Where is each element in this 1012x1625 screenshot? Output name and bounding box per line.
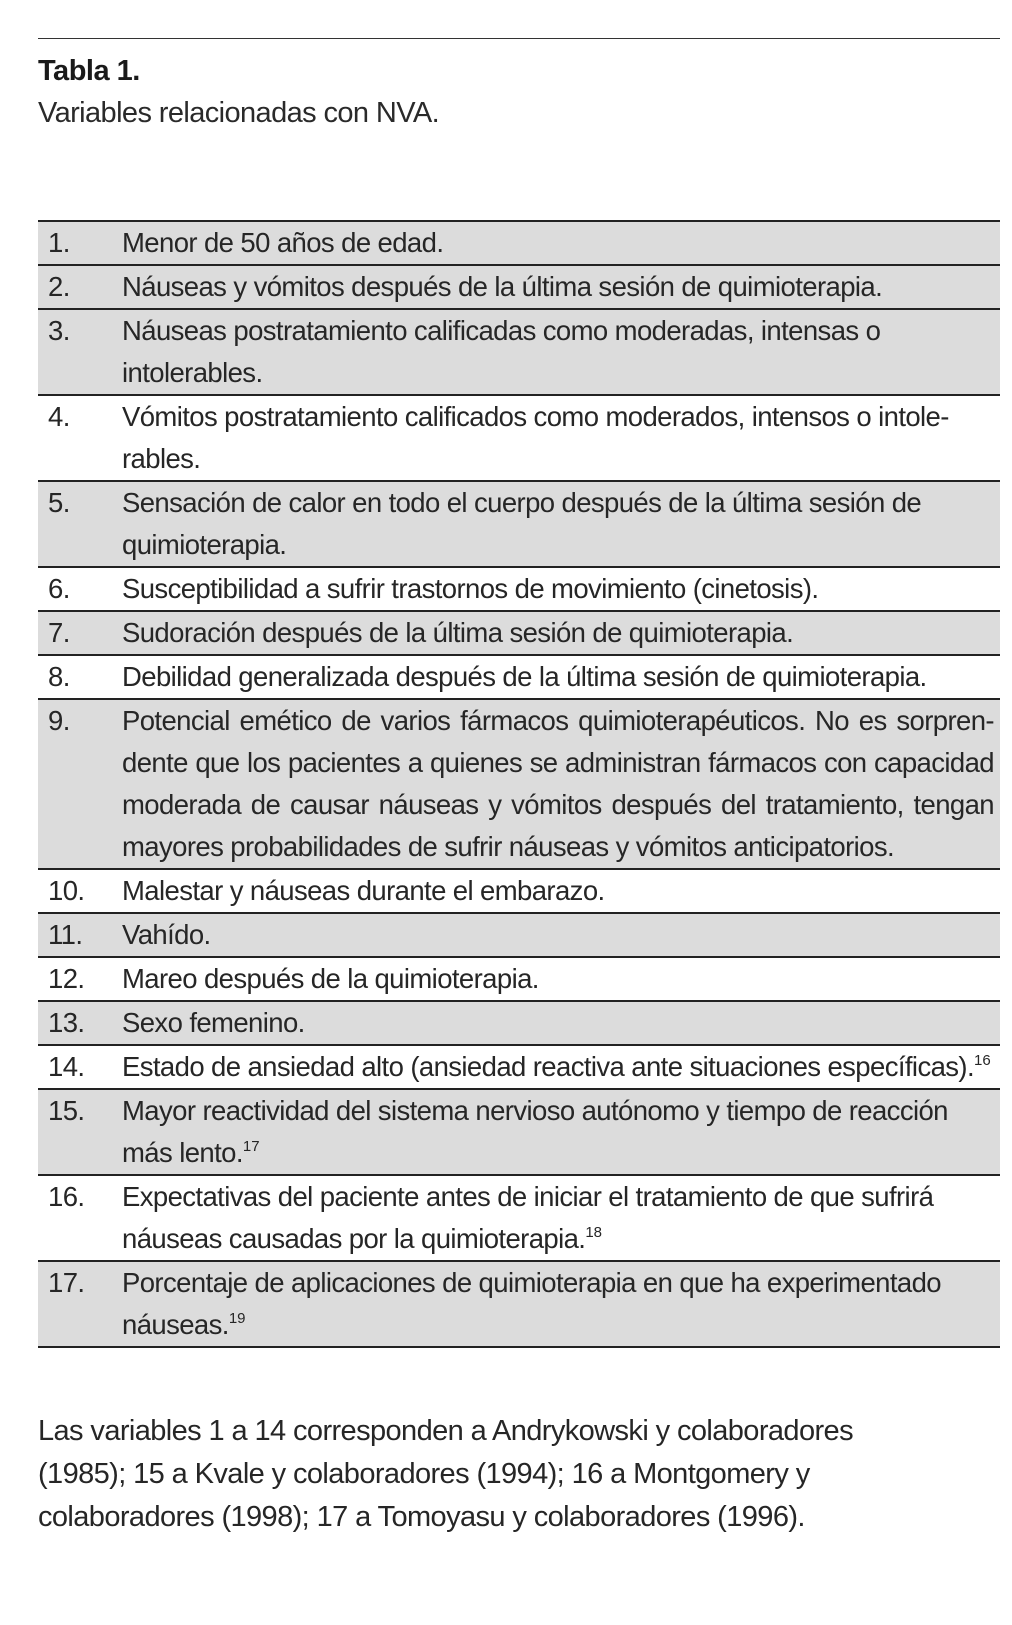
row-text: Menor de 50 años de edad. xyxy=(122,227,444,258)
table-row xyxy=(38,1090,1000,1176)
top-rule xyxy=(38,38,1000,39)
row-number: 2. xyxy=(48,271,70,302)
reference-superscript: 16 xyxy=(974,1052,991,1069)
row-number: 10. xyxy=(48,875,85,906)
table-row xyxy=(38,870,1000,914)
row-number: 7. xyxy=(48,617,70,648)
table-row xyxy=(38,1176,1000,1262)
row-text: Porcentaje de aplicaciones de quimioterapia en que ha experimentado náuseas.$^{19}$ xyxy=(122,1267,941,1340)
variables-table xyxy=(38,220,1000,1348)
table-row xyxy=(38,482,1000,568)
table-row xyxy=(38,612,1000,656)
row-number: 12. xyxy=(48,963,85,994)
row-text: Sensación de calor en todo el cuerpo después de la última sesión de quimioterapia. xyxy=(122,487,922,560)
reference-superscript: 17 xyxy=(242,1138,260,1155)
table-row xyxy=(38,222,1000,266)
row-number: 6. xyxy=(48,573,70,604)
table-row xyxy=(38,700,1000,870)
row-number: 4. xyxy=(48,401,70,432)
table-row xyxy=(38,1002,1000,1046)
table-row xyxy=(38,958,1000,1002)
row-text: Mayor reactividad del sistema nervioso autónomo y tiempo de reacción más lento.$^{17}$ xyxy=(122,1095,948,1168)
row-text: Náuseas y vómitos después de la última sesión de quimioterapia. xyxy=(122,271,883,302)
row-number: 1. xyxy=(48,227,70,258)
row-text: Vómitos postratamiento calificados como moderados, intensos o intole-rables. xyxy=(122,401,949,474)
table-row xyxy=(38,310,1000,396)
table-caption-subtitle: Variables relacionadas con NVA. xyxy=(38,97,440,129)
reference-superscript: 18 xyxy=(585,1224,603,1241)
row-text: Náuseas postratamiento calificadas como moderadas, intensas o intolerables. xyxy=(122,315,881,388)
row-number: 17. xyxy=(48,1267,85,1298)
row-number: 3. xyxy=(48,315,70,346)
table-row xyxy=(38,266,1000,310)
row-number: 14. xyxy=(48,1051,85,1082)
table-row xyxy=(38,656,1000,700)
table-caption-title: Tabla 1. xyxy=(38,55,140,87)
row-number: 16. xyxy=(48,1181,85,1212)
row-text: Estado de ansiedad alto (ansiedad reactiva ante situaciones específicas).$^{16}$ xyxy=(122,1051,991,1082)
row-text: Malestar y náuseas durante el embarazo. xyxy=(122,875,605,906)
row-text: Mareo después de la quimioterapia. xyxy=(122,963,539,994)
reference-superscript: 19 xyxy=(228,1310,246,1327)
row-text: Expectativas del paciente antes de iniciar el tratamiento de que sufrirá náuseas causadas por la quimioterapia.$^{18}$ xyxy=(122,1181,934,1254)
table-row xyxy=(38,1046,1000,1090)
row-number: 11. xyxy=(48,919,83,950)
row-text: Debilidad generalizada después de la última sesión de quimioterapia. xyxy=(122,661,927,692)
row-number: 15. xyxy=(48,1095,85,1126)
row-number: 8. xyxy=(48,661,70,692)
row-text: Potencial emético de varios fármacos quimioterapéuticos. No es sorpren-dente que los pacientes a quienes se administran fármacos con capacidad moderada de causar náuseas y vómitos después del tratamiento, tengan mayores probabilidades de sufrir náuseas y vómitos anticipatorios. xyxy=(122,705,994,862)
row-number: 13. xyxy=(48,1007,85,1038)
table-footnote: Las variables 1 a 14 corresponden a Andrykowski y colaboradores (1985); 15 a Kvale y colaboradores (1994); 16 a Montgomery y colaboradores (1998); 17 a Tomoyasu y colaboradores (1996). xyxy=(38,1415,853,1533)
table-row xyxy=(38,568,1000,612)
row-text: Susceptibilidad a sufrir trastornos de movimiento (cinetosis). xyxy=(122,573,819,604)
row-number: 5. xyxy=(48,487,70,518)
row-text: Vahído. xyxy=(122,919,211,950)
row-number: 9. xyxy=(48,705,70,736)
row-text: Sudoración después de la última sesión de quimioterapia. xyxy=(122,617,794,648)
table-row xyxy=(38,1262,1000,1348)
table-row xyxy=(38,396,1000,482)
table-row xyxy=(38,914,1000,958)
row-text: Sexo femenino. xyxy=(122,1007,305,1038)
